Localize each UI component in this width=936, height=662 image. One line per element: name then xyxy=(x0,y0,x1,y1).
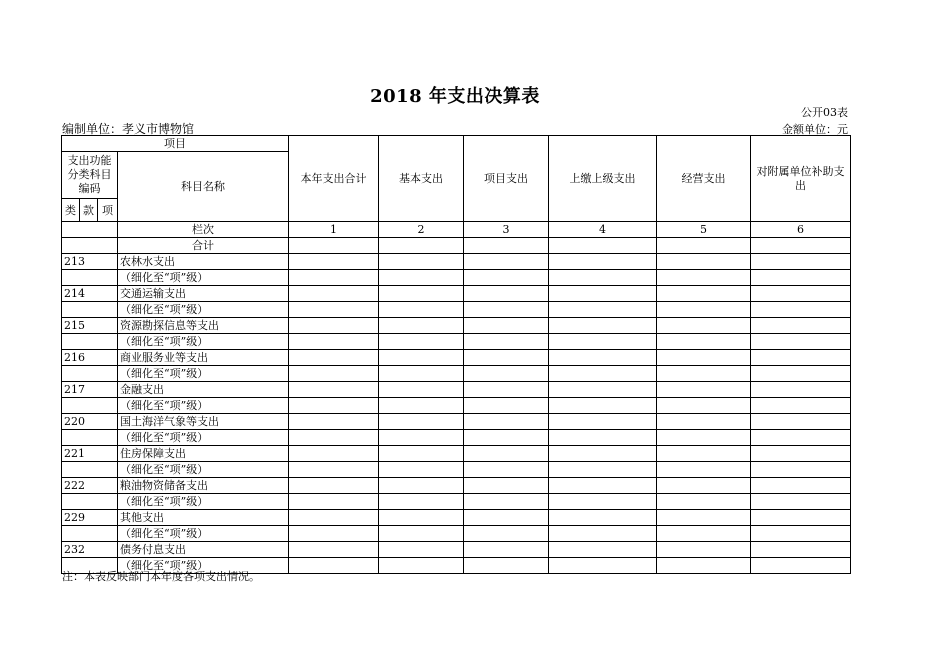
amount-cell xyxy=(657,430,751,446)
amount-cell xyxy=(379,270,464,286)
amount-cell xyxy=(549,542,657,558)
col-number-2: 2 xyxy=(379,222,464,238)
amount-cell xyxy=(549,446,657,462)
table-row xyxy=(62,302,851,318)
reporting-unit: 编制单位：孝义市博物馆 xyxy=(62,122,195,136)
col-header-4: 上缴上级支出 xyxy=(549,136,657,222)
table-row xyxy=(62,462,851,478)
amount-cell xyxy=(379,334,464,350)
amount-cell xyxy=(751,462,851,478)
row-subject-name: （细化至“项”级） xyxy=(118,462,289,478)
row-code: 213 xyxy=(62,254,118,270)
row-code: 232 xyxy=(62,542,118,558)
col-header-2: 基本支出 xyxy=(379,136,464,222)
row-subject-name: 交通运输支出 xyxy=(118,286,289,302)
col-number-4: 4 xyxy=(549,222,657,238)
amount-cell xyxy=(464,366,549,382)
amount-cell xyxy=(657,254,751,270)
amount-cell xyxy=(751,542,851,558)
amount-cell xyxy=(751,510,851,526)
table-row xyxy=(62,446,851,462)
total-row xyxy=(62,238,851,254)
col-header-5: 经营支出 xyxy=(657,136,751,222)
amount-cell xyxy=(549,350,657,366)
amount-cell xyxy=(379,414,464,430)
table-row xyxy=(62,414,851,430)
footnote: 注：本表反映部门本年度各项支出情况。 xyxy=(62,570,260,583)
row-code xyxy=(62,430,118,446)
table-row xyxy=(62,510,851,526)
lanci-label: 栏次 xyxy=(118,222,289,238)
amount-cell xyxy=(289,558,379,574)
amount-cell xyxy=(549,414,657,430)
amount-cell xyxy=(657,382,751,398)
amount-cell xyxy=(289,446,379,462)
amount-cell xyxy=(464,558,549,574)
amount-cell xyxy=(751,558,851,574)
amount-cell xyxy=(751,254,851,270)
amount-cell xyxy=(289,398,379,414)
header-row-1 xyxy=(62,136,851,152)
amount-cell xyxy=(657,478,751,494)
amount-cell xyxy=(379,398,464,414)
amount-cell xyxy=(549,478,657,494)
amount-cell xyxy=(657,302,751,318)
amount-cell xyxy=(751,430,851,446)
row-subject-name: 商业服务业等支出 xyxy=(118,350,289,366)
col-number-6: 6 xyxy=(751,222,851,238)
amount-cell xyxy=(549,462,657,478)
amount-cell xyxy=(379,526,464,542)
amount-cell xyxy=(464,254,549,270)
amount-cell xyxy=(549,318,657,334)
col-header-6: 对附属单位补助支出 xyxy=(751,136,851,222)
amount-cell xyxy=(751,382,851,398)
amount-cell xyxy=(751,446,851,462)
amount-cell xyxy=(289,542,379,558)
amount-cell xyxy=(464,270,549,286)
currency-unit: 金额单位：元 xyxy=(782,123,848,136)
row-subject-name: 粮油物资储备支出 xyxy=(118,478,289,494)
amount-cell xyxy=(289,510,379,526)
amount-cell xyxy=(657,334,751,350)
header-lei: 类 xyxy=(62,199,80,222)
amount-cell xyxy=(379,302,464,318)
amount-cell xyxy=(289,318,379,334)
table-row xyxy=(62,494,851,510)
col-number-1: 1 xyxy=(289,222,379,238)
amount-cell xyxy=(657,414,751,430)
amount-cell xyxy=(549,510,657,526)
row-code xyxy=(62,366,118,382)
row-subject-name: 资源勘探信息等支出 xyxy=(118,318,289,334)
amount-cell xyxy=(289,526,379,542)
amount-cell xyxy=(289,494,379,510)
amount-cell xyxy=(379,382,464,398)
row-subject-name: （细化至“项”级） xyxy=(118,558,289,574)
amount-cell xyxy=(657,446,751,462)
amount-cell xyxy=(657,398,751,414)
table-row xyxy=(62,366,851,382)
amount-cell xyxy=(464,398,549,414)
table-row xyxy=(62,334,851,350)
header-kuan: 款 xyxy=(80,199,98,222)
amount-cell xyxy=(379,494,464,510)
amount-cell xyxy=(464,510,549,526)
amount-cell xyxy=(379,558,464,574)
amount-cell xyxy=(464,302,549,318)
amount-cell xyxy=(549,270,657,286)
amount-cell xyxy=(751,302,851,318)
header-xiang: 项 xyxy=(98,199,118,222)
amount-cell xyxy=(379,462,464,478)
amount-cell xyxy=(549,494,657,510)
amount-cell xyxy=(549,558,657,574)
row-code: 229 xyxy=(62,510,118,526)
amount-cell xyxy=(289,334,379,350)
amount-cell xyxy=(549,366,657,382)
amount-cell xyxy=(751,318,851,334)
row-subject-name: （细化至“项”级） xyxy=(118,270,289,286)
amount-cell xyxy=(549,382,657,398)
table-row xyxy=(62,382,851,398)
amount-cell xyxy=(379,366,464,382)
amount-cell xyxy=(289,254,379,270)
row-subject-name: （细化至“项”级） xyxy=(118,366,289,382)
amount-cell xyxy=(657,350,751,366)
row-code: 217 xyxy=(62,382,118,398)
table-row xyxy=(62,430,851,446)
row-code xyxy=(62,462,118,478)
col-number-5: 5 xyxy=(657,222,751,238)
row-code xyxy=(62,398,118,414)
amount-cell xyxy=(464,382,549,398)
col-number-3: 3 xyxy=(464,222,549,238)
header-project: 项目 xyxy=(62,136,289,152)
amount-cell xyxy=(751,334,851,350)
amount-cell xyxy=(751,398,851,414)
amount-cell xyxy=(549,334,657,350)
row-code xyxy=(62,302,118,318)
amount-cell xyxy=(464,494,549,510)
amount-cell xyxy=(379,286,464,302)
amount-cell xyxy=(379,446,464,462)
row-subject-name: 住房保障支出 xyxy=(118,446,289,462)
total-label: 合计 xyxy=(118,238,289,254)
amount-cell xyxy=(657,318,751,334)
amount-cell xyxy=(464,526,549,542)
table-row xyxy=(62,526,851,542)
lanci-row xyxy=(62,222,851,238)
amount-cell xyxy=(549,526,657,542)
table-row xyxy=(62,286,851,302)
row-subject-name: 农林水支出 xyxy=(118,254,289,270)
report-title: 2018 年支出决算表 xyxy=(370,86,540,107)
amount-cell xyxy=(751,366,851,382)
row-subject-name: 金融支出 xyxy=(118,382,289,398)
amount-cell xyxy=(289,366,379,382)
table-row xyxy=(62,318,851,334)
amount-cell xyxy=(464,430,549,446)
amount-cell xyxy=(751,478,851,494)
row-code: 221 xyxy=(62,446,118,462)
amount-cell xyxy=(657,286,751,302)
table-row xyxy=(62,254,851,270)
amount-cell xyxy=(657,366,751,382)
amount-cell xyxy=(657,510,751,526)
amount-cell xyxy=(751,494,851,510)
col-header-1: 本年支出合计 xyxy=(289,136,379,222)
amount-cell xyxy=(289,302,379,318)
amount-cell xyxy=(379,318,464,334)
amount-cell xyxy=(289,350,379,366)
row-subject-name: （细化至“项”级） xyxy=(118,430,289,446)
amount-cell xyxy=(751,526,851,542)
row-subject-name: （细化至“项”级） xyxy=(118,494,289,510)
row-code: 216 xyxy=(62,350,118,366)
amount-cell xyxy=(289,478,379,494)
row-code xyxy=(62,270,118,286)
row-subject-name: （细化至“项”级） xyxy=(118,526,289,542)
table-row xyxy=(62,398,851,414)
table-row xyxy=(62,270,851,286)
amount-cell xyxy=(751,414,851,430)
amount-cell xyxy=(549,430,657,446)
expenditure-table xyxy=(61,135,851,574)
amount-cell xyxy=(379,478,464,494)
amount-cell xyxy=(464,350,549,366)
amount-cell xyxy=(379,510,464,526)
amount-cell xyxy=(549,254,657,270)
table-row xyxy=(62,350,851,366)
amount-cell xyxy=(549,398,657,414)
amount-cell xyxy=(657,462,751,478)
amount-cell xyxy=(289,270,379,286)
amount-cell xyxy=(464,318,549,334)
amount-cell xyxy=(751,270,851,286)
amount-cell xyxy=(464,542,549,558)
amount-cell xyxy=(751,350,851,366)
row-code: 220 xyxy=(62,414,118,430)
amount-cell xyxy=(657,526,751,542)
row-subject-name: （细化至“项”级） xyxy=(118,398,289,414)
amount-cell xyxy=(379,542,464,558)
row-code xyxy=(62,334,118,350)
table-code: 公开03表 xyxy=(801,106,848,119)
col-header-3: 项目支出 xyxy=(464,136,549,222)
row-code xyxy=(62,526,118,542)
amount-cell xyxy=(464,478,549,494)
row-code: 215 xyxy=(62,318,118,334)
row-subject-name: （细化至“项”级） xyxy=(118,334,289,350)
amount-cell xyxy=(657,494,751,510)
amount-cell xyxy=(464,334,549,350)
amount-cell xyxy=(464,286,549,302)
amount-cell xyxy=(379,350,464,366)
header-func-class: 支出功能分类科目编码 xyxy=(62,152,118,199)
amount-cell xyxy=(289,414,379,430)
amount-cell xyxy=(657,270,751,286)
amount-cell xyxy=(379,254,464,270)
row-code: 222 xyxy=(62,478,118,494)
amount-cell xyxy=(464,414,549,430)
amount-cell xyxy=(549,302,657,318)
amount-cell xyxy=(379,430,464,446)
amount-cell xyxy=(657,558,751,574)
row-code: 214 xyxy=(62,286,118,302)
row-subject-name: 其他支出 xyxy=(118,510,289,526)
header-subject-name: 科目名称 xyxy=(118,152,289,222)
amount-cell xyxy=(464,446,549,462)
amount-cell xyxy=(289,462,379,478)
table-row xyxy=(62,542,851,558)
amount-cell xyxy=(289,430,379,446)
table-row xyxy=(62,478,851,494)
amount-cell xyxy=(657,542,751,558)
amount-cell xyxy=(751,286,851,302)
amount-cell xyxy=(549,286,657,302)
amount-cell xyxy=(289,382,379,398)
row-subject-name: （细化至“项”级） xyxy=(118,302,289,318)
amount-cell xyxy=(289,286,379,302)
row-subject-name: 债务付息支出 xyxy=(118,542,289,558)
row-code xyxy=(62,494,118,510)
amount-cell xyxy=(464,462,549,478)
row-subject-name: 国土海洋气象等支出 xyxy=(118,414,289,430)
